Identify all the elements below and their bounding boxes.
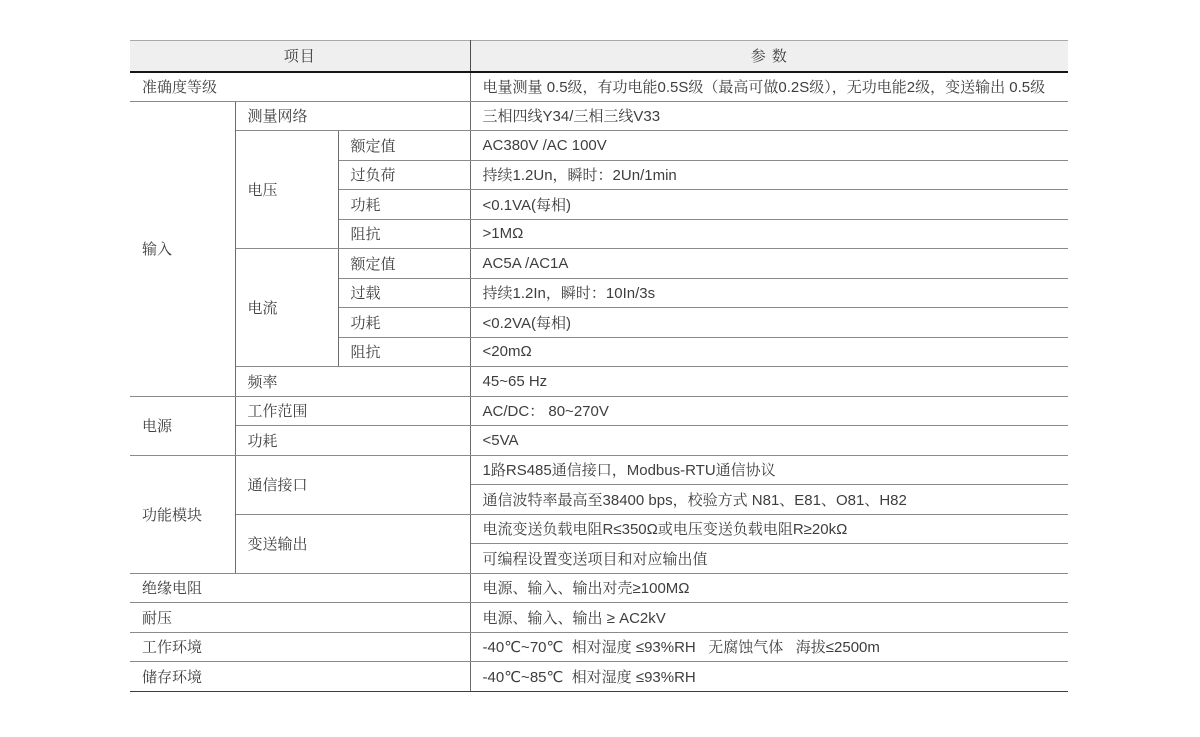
operating-env-label: 工作环境: [130, 632, 470, 662]
storage-env-label: 储存环境: [130, 662, 470, 692]
header-params: 参 数: [470, 41, 1068, 72]
current-power-label: 功耗: [338, 308, 470, 338]
transmit-value-1: 电流变送负载电阻R≤350Ω或电压变送负载电阻R≥20kΩ: [470, 514, 1068, 544]
voltage-power-value: <0.1VA(每相): [470, 190, 1068, 220]
function-module-section-label: 功能模块: [130, 455, 235, 573]
comm-label: 通信接口: [235, 455, 470, 514]
withstand-label: 耐压: [130, 603, 470, 633]
voltage-rated-value: AC380V /AC 100V: [470, 131, 1068, 161]
current-group-label: 电流: [235, 249, 338, 367]
voltage-overload-label: 过负荷: [338, 160, 470, 190]
voltage-impedance-value: >1MΩ: [470, 219, 1068, 249]
current-power-value: <0.2VA(每相): [470, 308, 1068, 338]
voltage-group-label: 电压: [235, 131, 338, 249]
voltage-impedance-label: 阻抗: [338, 219, 470, 249]
current-impedance-value: <20mΩ: [470, 337, 1068, 367]
accuracy-label: 准确度等级: [130, 72, 470, 102]
current-rated-value: AC5A /AC1A: [470, 249, 1068, 279]
current-overload-label: 过载: [338, 278, 470, 308]
transmit-value-2: 可编程设置变送项目和对应输出值: [470, 544, 1068, 574]
insulation-value: 电源、输入、输出对壳≥100MΩ: [470, 573, 1068, 603]
transmit-label: 变送输出: [235, 514, 470, 573]
input-section-label: 输入: [130, 101, 235, 396]
current-impedance-label: 阻抗: [338, 337, 470, 367]
header-items: 项目: [130, 41, 470, 72]
supply-consumption-value: <5VA: [470, 426, 1068, 456]
spec-sheet: [130, 40, 1068, 692]
voltage-overload-value: 持续1.2Un，瞬时：2Un/1min: [470, 160, 1068, 190]
network-value: 三相四线Y34/三相三线V33: [470, 101, 1068, 131]
network-label: 测量网络: [235, 101, 470, 131]
current-overload-value: 持续1.2In，瞬时：10In/3s: [470, 278, 1068, 308]
power-supply-section-label: 电源: [130, 396, 235, 455]
frequency-value: 45~65 Hz: [470, 367, 1068, 397]
current-rated-label: 额定值: [338, 249, 470, 279]
comm-value-1: 1路RS485通信接口，Modbus-RTU通信协议: [470, 455, 1068, 485]
voltage-rated-label: 额定值: [338, 131, 470, 161]
supply-range-label: 工作范围: [235, 396, 470, 426]
insulation-label: 绝缘电阻: [130, 573, 470, 603]
supply-consumption-label: 功耗: [235, 426, 470, 456]
voltage-power-label: 功耗: [338, 190, 470, 220]
supply-range-value: AC/DC： 80~270V: [470, 396, 1068, 426]
spec-table: [130, 40, 1068, 692]
accuracy-value: 电量测量 0.5级，有功电能0.5S级（最高可做0.2S级），无功电能2级，变送输出 0.5级: [470, 72, 1068, 102]
operating-env-value: -40℃~70℃ 相对湿度 ≤93%RH 无腐蚀气体 海拔≤2500m: [470, 632, 1068, 662]
comm-value-2: 通信波特率最高至38400 bps，校验方式 N81、E81、O81、H82: [470, 485, 1068, 515]
storage-env-value: -40℃~85℃ 相对湿度 ≤93%RH: [470, 662, 1068, 692]
withstand-value: 电源、输入、输出 ≥ AC2kV: [470, 603, 1068, 633]
frequency-label: 频率: [235, 367, 470, 397]
